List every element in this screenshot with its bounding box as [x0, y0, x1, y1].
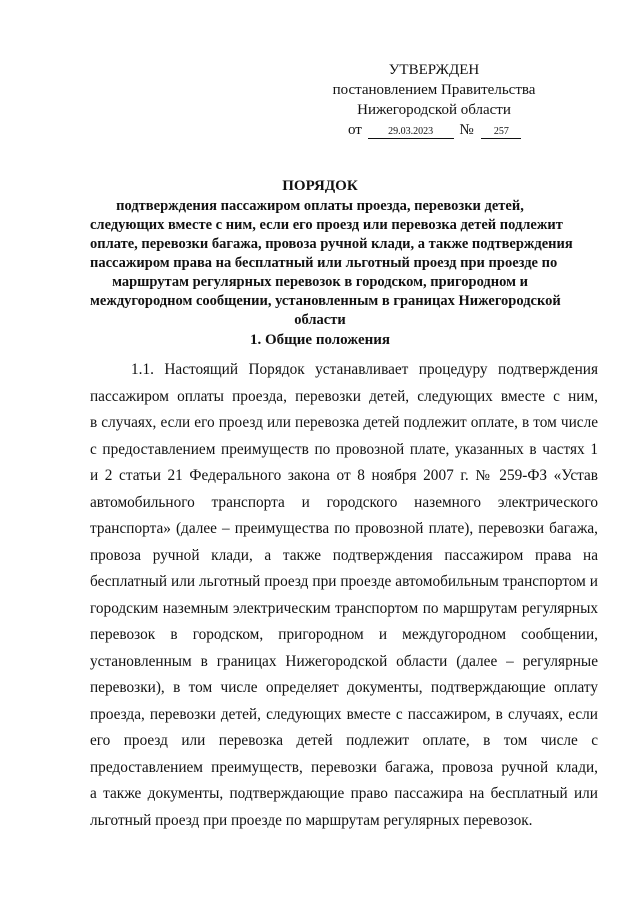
- title-main: ПОРЯДОК: [282, 178, 358, 194]
- paragraph-line: 1.1. Настоящий Порядок устанавливает процедуру подтверждения: [131, 361, 598, 378]
- approval-date-line: [318, 120, 550, 140]
- title-line: области: [294, 312, 346, 328]
- date-prefix: от: [348, 122, 362, 138]
- paragraph-line: перевозок в городском, пригородном и междугородном сообщении,: [90, 626, 598, 643]
- document-title: [90, 177, 573, 330]
- paragraph-line: пассажиром оплаты проезда, перевозки детей, следующих вместе с ним,: [90, 387, 598, 405]
- approval-region: Нижегородской области: [357, 102, 511, 118]
- paragraph-line: бесплатный или льготный проезд при проезде автомобильным транспортом и: [90, 573, 598, 590]
- paragraph-line: с предоставлением преимуществ по провозной плате, указанных в частях 1: [90, 440, 598, 458]
- paragraph-line: перевозки), в том числе определяет документы, подтверждающие оплату: [90, 679, 598, 696]
- paragraph-1-1: [90, 357, 598, 834]
- approval-date: 29.03.2023: [368, 125, 454, 139]
- paragraph-line: в случаях, если его проезд или перевозка детей подлежит оплате, в том числе: [90, 414, 598, 431]
- paragraph-line: установленным в границах Нижегородской области (далее – регулярные: [90, 652, 598, 670]
- paragraph-line: его проезд или перевозка детей подлежит оплате, в том числе с: [90, 732, 598, 749]
- approval-number: 257: [481, 125, 521, 139]
- paragraph-line: льготный проезд при проезде по маршрутам регулярных перевозок.: [90, 811, 533, 829]
- title-line: подтверждения пассажиром оплаты проезда, перевозки детей,: [116, 198, 524, 214]
- section-heading: 1. Общие положения: [249, 332, 391, 348]
- paragraph-line: транспорта» (далее – преимущества по провозной плате), перевозки багажа,: [90, 520, 598, 537]
- paragraph-line: а также документы, подтверждающие право пассажира на бесплатный или: [90, 785, 598, 802]
- paragraph-line: автомобильного транспорта и городского наземного электрического: [90, 493, 598, 511]
- title-line: оплате, перевозки багажа, провоза ручной клади, а также подтверждения: [90, 236, 573, 252]
- approval-title: УТВЕРЖДЕН: [388, 62, 480, 78]
- paragraph-line: городским наземным электрическим транспортом по маршрутам регулярных: [90, 599, 598, 617]
- title-line: междугородном сообщении, установленным в границах Нижегородской: [90, 293, 561, 309]
- title-line: маршрутам регулярных перевозок в городском, пригородном и: [112, 274, 528, 290]
- title-line: следующих вместе с ним, если его проезд или перевозка детей подлежит: [90, 217, 563, 233]
- number-sign: №: [459, 122, 474, 138]
- approval-authority: постановлением Правительства: [332, 82, 536, 98]
- paragraph-line: предоставлением преимуществ, перевозки багажа, провоза ручной клади,: [90, 758, 598, 776]
- paragraph-line: и 2 статьи 21 Федерального закона от 8 ноября 2007 г. № 259-ФЗ «Устав: [90, 467, 598, 484]
- title-line: пассажиром права на бесплатный или льготный проезд при проезде по: [90, 255, 558, 271]
- paragraph-line: проезда, перевозки детей, следующих вместе с пассажиром, в случаях, если: [90, 705, 598, 723]
- approval-stamp: [318, 60, 550, 140]
- paragraph-line: провоза ручной клади, а также подтверждения пассажиром права на: [90, 546, 598, 564]
